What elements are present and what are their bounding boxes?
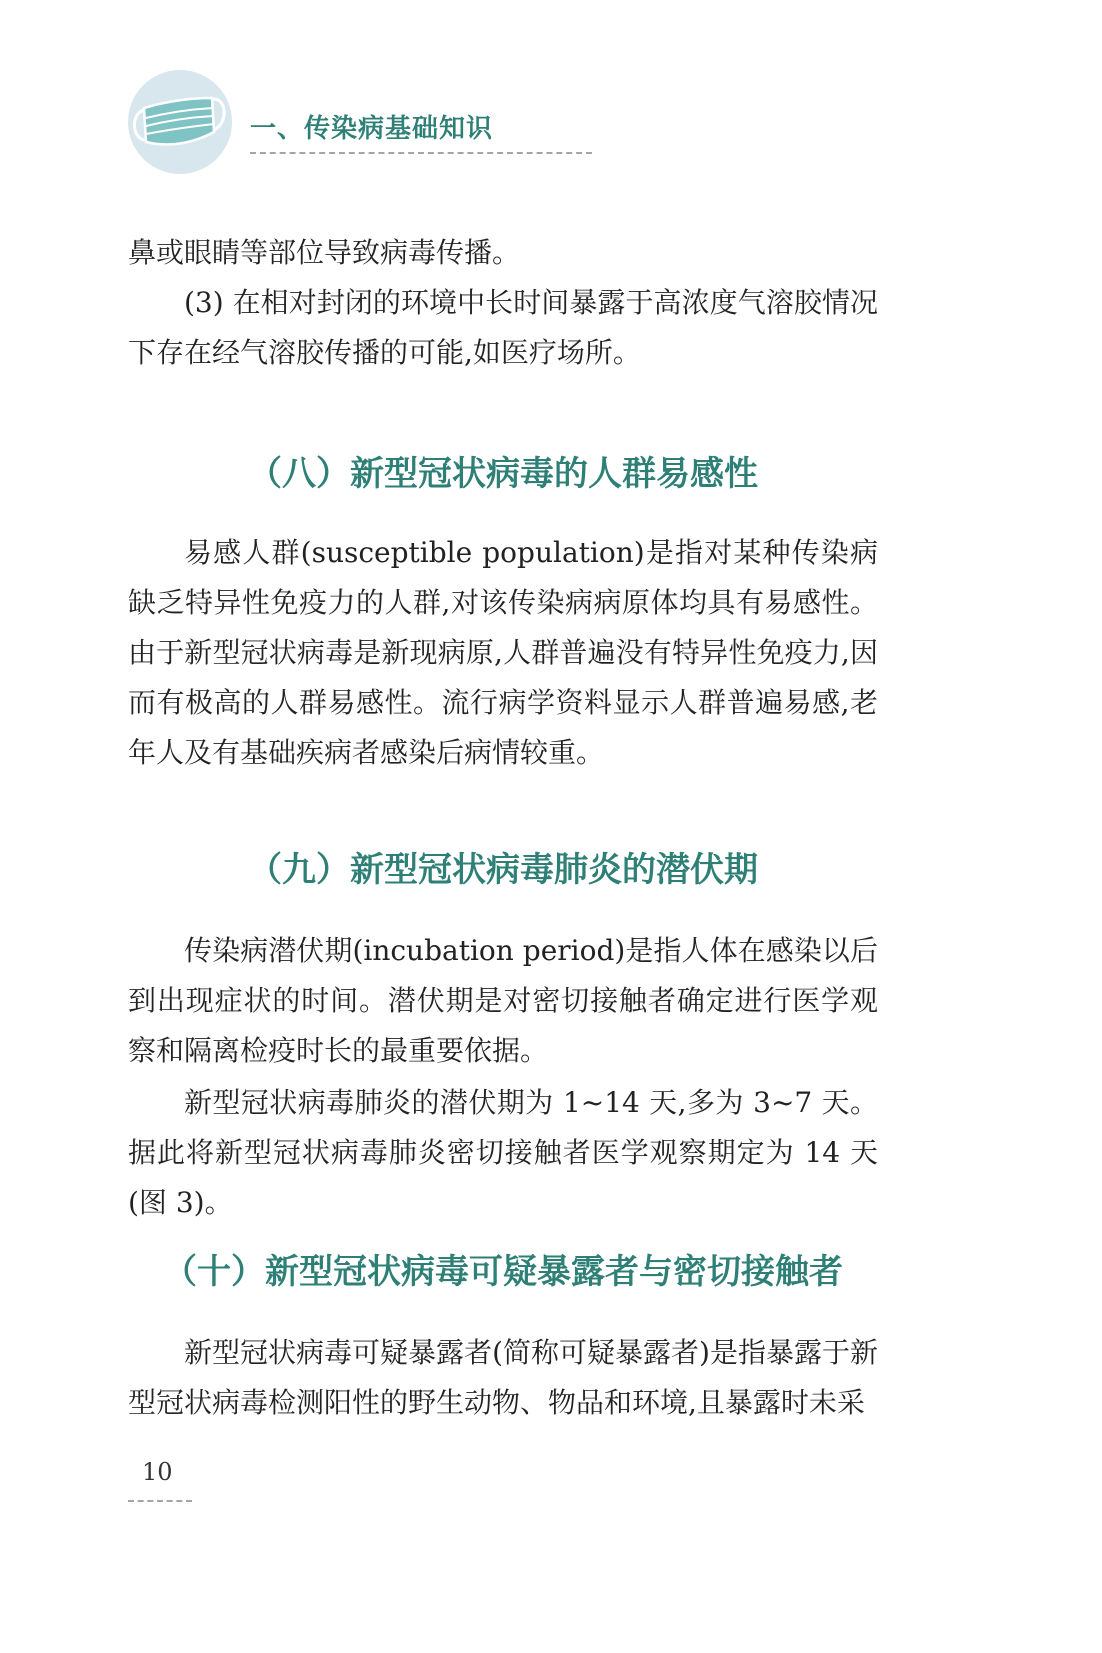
paragraph: 新型冠状病毒肺炎的潜伏期为 1~14 天,多为 3~7 天。据此将新型冠状病毒肺炎密切接触者医学观察期定为 14 天(图 3)。 [128,1086,878,1219]
section-heading: （十）新型冠状病毒可疑暴露者与密切接触者 [163,1252,843,1292]
section-heading: （九）新型冠状病毒肺炎的潜伏期 [248,850,758,890]
paragraph: 新型冠状病毒可疑暴露者(简称可疑暴露者)是指暴露于新型冠状病毒检测阳性的野生动物、物品和环境,且暴露时未采 [128,1336,878,1419]
paragraph: 传染病潜伏期(incubation period)是指人体在感染以后到出现症状的时间。潜伏期是对密切接触者确定进行医学观察和隔离检疫时长的最重要依据。 [128,934,878,1067]
face-mask-icon [128,70,232,174]
header-divider [250,152,592,154]
page-number: 10 [142,1458,173,1486]
chapter-header [128,70,688,180]
paragraph: 鼻或眼睛等部位导致病毒传播。 [128,236,521,269]
section-heading: （八）新型冠状病毒的人群易感性 [248,454,758,494]
paragraph: (3) 在相对封闭的环境中长时间暴露于高浓度气溶胶情况下存在经气溶胶传播的可能,如医疗场所。 [128,286,878,369]
footer-divider [128,1500,192,1502]
chapter-title: 一、传染病基础知识 [250,114,494,144]
paragraph: 易感人群(susceptible population)是指对某种传染病缺乏特异性免疫力的人群,对该传染病病原体均具有易感性。由于新型冠状病毒是新现病原,人群普遍没有特异性免疫力,因而有极高的人群易感性。流行病学资料显示人群普遍易感,老年人及有基础疾病者感染后病情较重。 [128,536,878,769]
